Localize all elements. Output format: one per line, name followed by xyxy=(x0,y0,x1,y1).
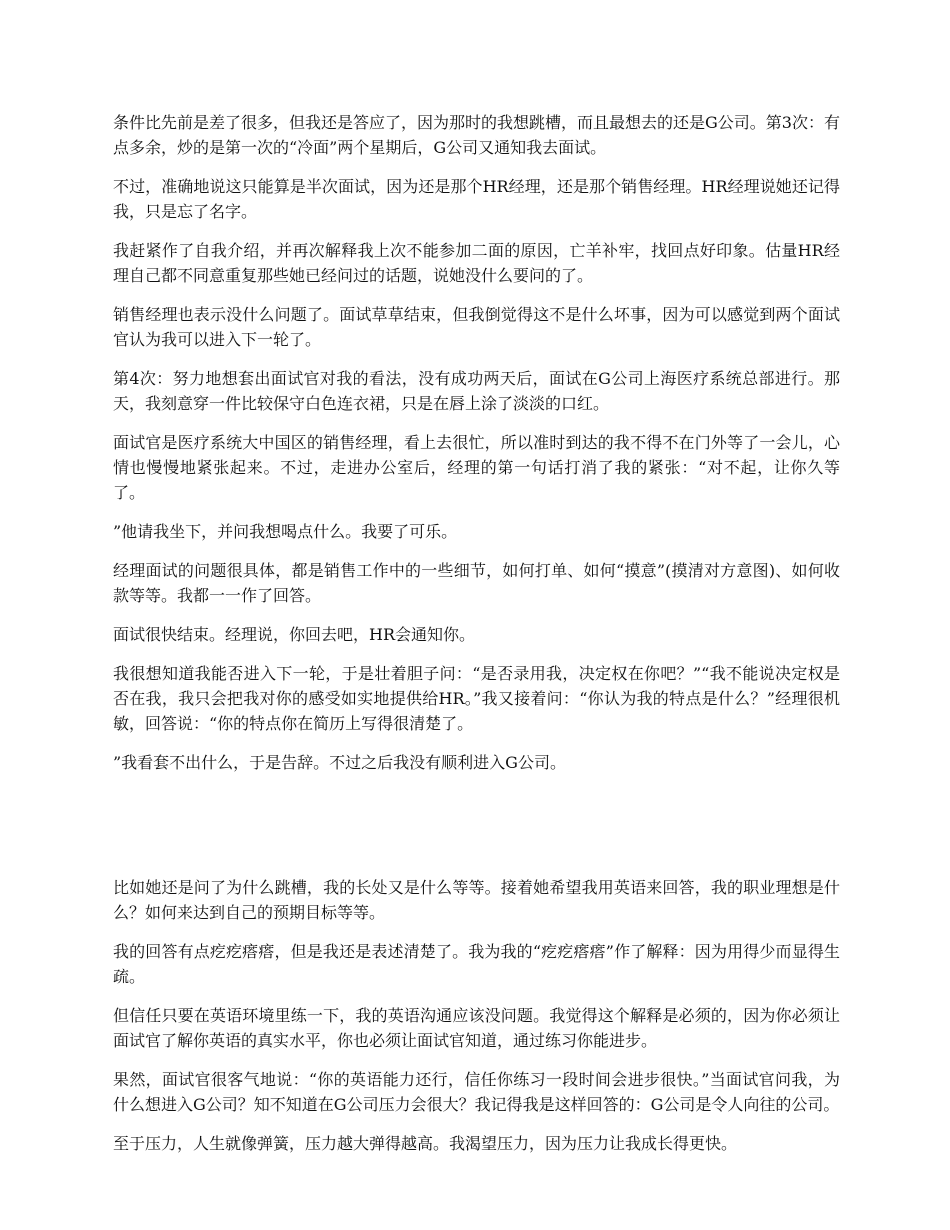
paragraph: 第4次：努力地想套出面试官对我的看法，没有成功两天后，面试在G公司上海医疗系统总部进行。那天，我刻意穿一件比较保守白色连衣裙，只是在唇上涂了淡淡的口红。 xyxy=(113,369,840,413)
paragraph: ”他请我坐下，并问我想喝点什么。我要了可乐。 xyxy=(113,522,458,541)
document-section-2 xyxy=(113,875,840,1156)
paragraph: 面试官是医疗系统大中国区的销售经理，看上去很忙，所以准时到达的我不得不在门外等了一会儿，心情也慢慢地紧张起来。不过，走进办公室后，经理的第一句话打消了我的紧张：“对不起，让你久等了。 xyxy=(113,433,840,502)
paragraph: 但信任只要在英语环境里练一下，我的英语沟通应该没问题。我觉得这个解释是必须的，因为你必须让面试官了解你英语的真实水平，你也必须让面试官知道，通过练习你能进步。 xyxy=(113,1006,840,1050)
paragraph: 至于压力，人生就像弹簧，压力越大弹得越高。我渴望压力，因为压力让我成长得更快。 xyxy=(113,1134,738,1153)
paragraph: 果然，面试官很客气地说：“你的英语能力还行，信任你练习一段时间会进步很快。”当面试官问我，为什么想进入G公司？知不知道在G公司压力会很大？我记得我是这样回答的：G公司是令人向往的公司。 xyxy=(113,1070,840,1114)
section-spacer xyxy=(113,789,840,875)
paragraph: 不过，准确地说这只能算是半次面试，因为还是那个HR经理，还是那个销售经理。HR经理说她还记得我，只是忘了名字。 xyxy=(113,177,840,221)
paragraph: 我的回答有点疙疙瘩瘩，但是我还是表述清楚了。我为我的“疙疙瘩瘩”作了解释：因为用得少而显得生疏。 xyxy=(113,942,840,986)
paragraph: 比如她还是问了为什么跳槽，我的长处又是什么等等。接着她希望我用英语来回答，我的职业理想是什么？如何来达到自己的预期目标等等。 xyxy=(113,878,840,922)
paragraph: 销售经理也表示没什么问题了。面试草草结束，但我倒觉得这不是什么坏事，因为可以感觉到两个面试官认为我可以进入下一轮了。 xyxy=(113,305,840,349)
paragraph: 我很想知道我能否进入下一轮，于是壮着胆子问：“是否录用我，决定权在你吧？”“我不能说决定权是否在我，我只会把我对你的感受如实地提供给HR。”我又接着问：“你认为我的特点是什么？”经理很机敏，回答说：“你的特点你在简历上写得很清楚了。 xyxy=(113,664,840,733)
paragraph: 我赶紧作了自我介绍，并再次解释我上次不能参加二面的原因，亡羊补牢，找回点好印象。估量HR经理自己都不同意重复那些她已经问过的话题，说她没什么要问的了。 xyxy=(113,241,840,285)
paragraph: ”我看套不出什么，于是告辞。不过之后我没有顺利进入G公司。 xyxy=(113,753,566,772)
paragraph: 经理面试的问题很具体，都是销售工作中的一些细节，如何打单、如何“摸意”(摸清对方意图)、如何收款等等。我都一一作了回答。 xyxy=(113,561,840,605)
paragraph: 条件比先前是差了很多，但我还是答应了，因为那时的我想跳槽，而且最想去的还是G公司。第3次：有点多余，炒的是第一次的“冷面”两个星期后，G公司又通知我去面试。 xyxy=(113,113,840,157)
document-section-1 xyxy=(113,110,840,775)
document-page xyxy=(113,110,840,1170)
paragraph: 面试很快结束。经理说，你回去吧，HR会通知你。 xyxy=(113,625,476,644)
